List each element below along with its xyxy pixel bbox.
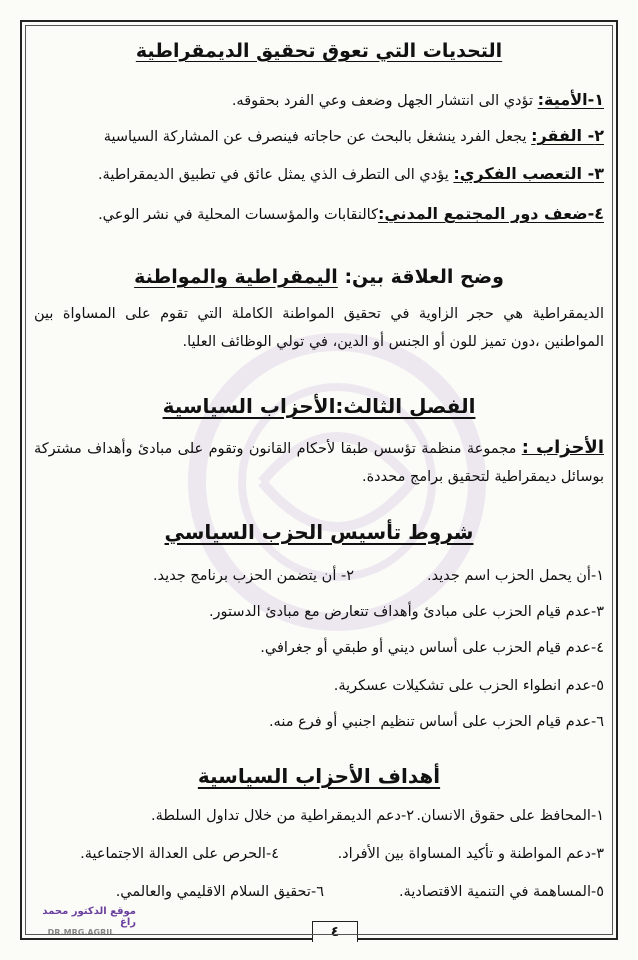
- logo-subtext: DR.MRG.AGRIL: [47, 928, 115, 937]
- challenge-item: ٢- الفقر: يجعل الفرد ينشغل بالبحث عن حاجاته فينصرف عن المشاركة السياسية: [103, 126, 604, 145]
- relation-heading: وضح العلاقة بين: اليمقراطية والمواطنة: [134, 266, 504, 288]
- goal-row: ٥-المساهمة في التنمية الاقتصادية. ٦-تحقيق السلام الاقليمي والعالمي.: [115, 884, 604, 900]
- document-page: [20, 20, 618, 940]
- challenge-item: ١-الأمية: تؤدي الى انتشار الجهل وضعف وعي الفرد بحقوقه.: [231, 90, 604, 109]
- site-logo: [26, 906, 136, 937]
- challenge-item: ٤-ضعف دور المجتمع المدني:كالنقابات والمؤسسات المحلية في نشر الوعي.: [98, 204, 604, 223]
- parties-definition: الأحزاب : مجموعة منظمة تؤسس طبقا لأحكام القانون وتقوم على مبادئ وأهداف مشتركة بوسائل ديمقراطية لتحقيق برامج محددة.: [34, 437, 604, 485]
- condition-row: ٣-عدم قيام الحزب على مبادئ وأهداف تتعارض مع مبادئ الدستور.: [208, 604, 604, 620]
- goal-row: ٣-دعم المواطنة و تأكيد المساواة بين الأفراد. ٤-الحرص على العدالة الاجتماعية.: [80, 846, 604, 862]
- goal-row: ١-المحافظ على حقوق الانسان. ٢-دعم الديمقراطية من خلال تداول السلطة.: [151, 808, 604, 824]
- condition-row: ٤-عدم قيام الحزب على أساس ديني أو طبقي أو جغرافي.: [260, 640, 604, 656]
- condition-row: ٥-عدم انطواء الحزب على تشكيلات عسكرية.: [333, 678, 604, 694]
- goals-heading: أهداف الأحزاب السياسية: [197, 764, 441, 788]
- chapter-heading: الفصل الثالث:الأحزاب السياسية: [162, 394, 476, 418]
- challenge-item: ٣- التعصب الفكري: يؤدي الى التطرف الذي يمثل عائق في تطبيق الديمقراطية.: [97, 164, 604, 183]
- relation-paragraph: الديمقراطية هي حجر الزاوية في تحقيق المواطنة الكاملة التي تقوم على المساواة بين المواطنين ،دون تميز للون أو الجنس أو الدين، في تولي الوظائف العليا.: [34, 306, 604, 350]
- conditions-heading: شروط تأسيس الحزب السياسي: [164, 520, 474, 544]
- condition-row: ٦-عدم قيام الحزب على أساس تنظيم اجنبي أو فرع منه.: [268, 714, 604, 730]
- page-number: ٤: [312, 921, 358, 942]
- condition-row: ١-أن يحمل الحزب اسم جديد. ٢- أن يتضمن الحزب برنامج جديد.: [152, 568, 604, 584]
- challenges-heading: التحديات التي تعوق تحقيق الديمقراطية: [135, 40, 503, 62]
- logo-text: موقع الدكتور محمد راغ: [42, 906, 136, 928]
